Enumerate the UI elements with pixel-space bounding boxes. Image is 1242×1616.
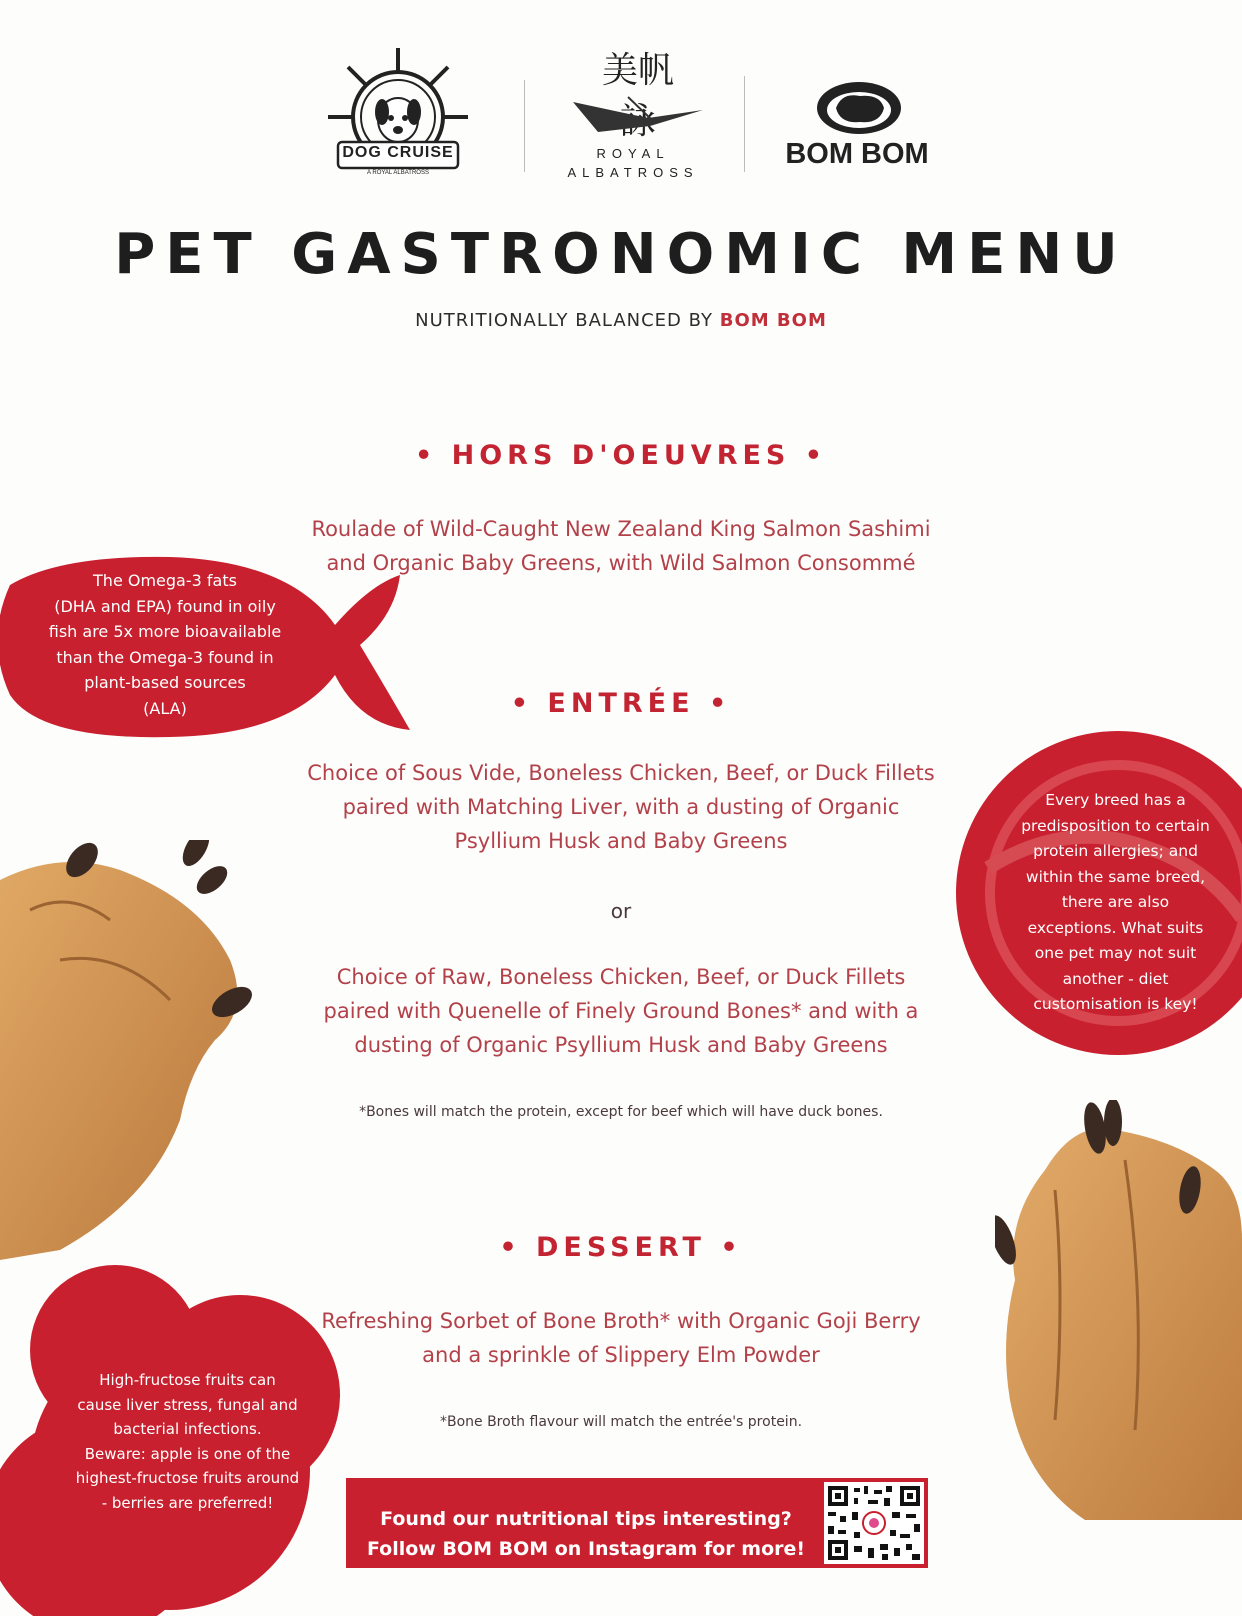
entree-option-2 <box>240 960 1002 1062</box>
banner-line: Follow BOM BOM on Instagram for more! <box>366 1538 806 1560</box>
dish-line: and a sprinkle of Slippery Elm Powder <box>422 1343 820 1367</box>
dog-cruise-tagline: A ROYAL ALBATROSS <box>367 170 429 176</box>
dish-line: and Organic Baby Greens, with Wild Salmon Consommé <box>326 551 916 575</box>
circle-tip-line: within the same breed, <box>1025 867 1206 886</box>
subtitle-prefix: NUTRITIONALLY BALANCED BY <box>415 310 720 331</box>
instagram-banner-text <box>356 1504 816 1564</box>
berry-tip-line: bacterial infections. <box>113 1420 262 1438</box>
fish-tip-line: (DHA and EPA) found in oily <box>54 596 276 616</box>
subtitle-brand: BOM BOM <box>719 310 827 331</box>
circle-tip-line: protein allergies; and <box>1033 842 1198 860</box>
entree-heading: • ENTRÉE • <box>510 688 732 719</box>
entree-footnote: *Bones will match the protein, except for beef which will have duck bones. <box>359 1104 883 1120</box>
circle-tip-line: another - diet <box>1062 969 1169 988</box>
dessert-heading: • DESSERT • <box>499 1232 743 1263</box>
dish-line: Choice of Sous Vide, Boneless Chicken, Beef, or Duck Fillets <box>307 761 935 785</box>
dish-line: Refreshing Sorbet of Bone Broth* with Organic Goji Berry <box>321 1309 921 1333</box>
qr-code-icon[interactable] <box>824 1482 924 1564</box>
circle-tip-line: there are also <box>1061 893 1170 911</box>
fish-tip-line: fish are 5x more bioavailable <box>48 622 282 641</box>
circle-tip-line: one pet may not suit <box>1034 944 1197 962</box>
berry-tip-line: High-fructose fruits can <box>99 1371 276 1389</box>
circle-tip-line: customisation is key! <box>1033 995 1198 1013</box>
berry-tip-text <box>45 1368 330 1515</box>
royal-albatross-line1: ROYAL <box>596 146 670 161</box>
circle-tip-text <box>1003 788 1228 1018</box>
bom-bom-logo <box>772 76 942 176</box>
dog-cruise-wordmark: DOG CRUISE <box>342 144 454 161</box>
circle-tip-line: Every breed has a <box>1045 791 1186 809</box>
fish-tip-line: than the Omega-3 found in <box>56 647 274 667</box>
hors-doeuvres-dish <box>240 512 1002 580</box>
dish-line: Psyllium Husk and Baby Greens <box>454 829 788 853</box>
paw-icon <box>0 840 260 1260</box>
dish-line: Roulade of Wild-Caught New Zealand King Salmon Sashimi <box>311 517 931 541</box>
albatross-icon <box>568 92 708 137</box>
dog-face-icon <box>375 98 421 142</box>
berry-tip-line: Beware: apple is one of the <box>84 1444 291 1463</box>
berry-tip-line: highest-fructose fruits around <box>75 1469 300 1487</box>
hors-doeuvres-heading: • HORS D'OEUVRES • <box>414 440 828 471</box>
berry-tip-line: - berries are preferred! <box>101 1493 274 1512</box>
page-subtitle <box>0 310 1242 331</box>
dog-cruise-logo <box>318 42 478 192</box>
fish-tip-line: The Omega-3 fats <box>93 571 237 590</box>
dessert-dish <box>240 1304 1002 1372</box>
dish-line: paired with Quenelle of Finely Ground Bones* and with a <box>323 999 919 1023</box>
royal-albatross-logo <box>548 42 718 187</box>
dish-line: Choice of Raw, Boneless Chicken, Beef, or Duck Fillets <box>336 965 906 989</box>
bom-bom-wordmark: BOM BOM <box>785 138 929 170</box>
paw-icon <box>995 1100 1242 1520</box>
page-title: PET GASTRONOMIC MENU <box>114 222 1128 287</box>
dish-line: paired with Matching Liver, with a dusting of Organic <box>342 795 900 819</box>
fish-tip-line: plant-based sources <box>84 673 246 692</box>
fish-tip-line: (ALA) <box>143 698 187 718</box>
logo-divider-2 <box>744 76 745 172</box>
circle-tip-line: predisposition to certain <box>1021 816 1210 835</box>
royal-albatross-line2: ALBATROSS <box>567 165 699 180</box>
royal-albatross-chinese: 美帆 <box>601 50 674 91</box>
bom-bom-logo-icon <box>814 78 904 134</box>
circle-tip-line: exceptions. What suits <box>1027 918 1204 937</box>
dish-line: dusting of Organic Psyllium Husk and Baby Greens <box>354 1033 888 1057</box>
banner-line: Found our nutritional tips interesting? <box>380 1508 792 1530</box>
dessert-footnote: *Bone Broth flavour will match the entrée's protein. <box>439 1414 803 1430</box>
entree-or: or <box>610 899 632 923</box>
logo-divider-1 <box>524 80 525 172</box>
berry-tip-line: cause liver stress, fungal and <box>77 1395 298 1414</box>
entree-option-1 <box>240 756 1002 858</box>
